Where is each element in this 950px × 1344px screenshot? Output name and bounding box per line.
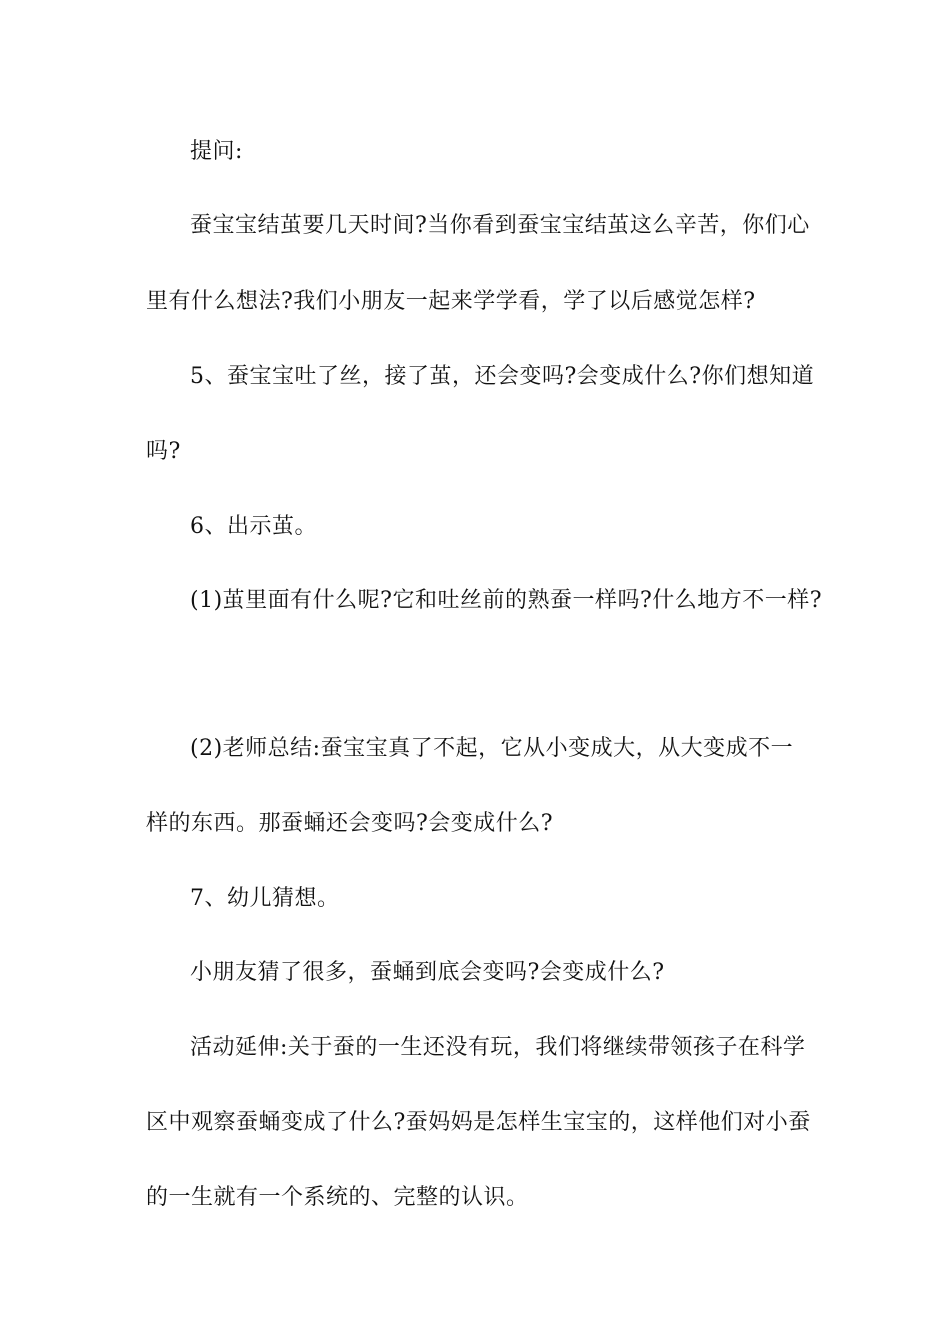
paragraph-line: 蚕宝宝结茧要几天时间?当你看到蚕宝宝结茧这么辛苦，你们心 [190, 213, 810, 238]
paragraph-line: 7、幼儿猜想。 [190, 886, 340, 911]
paragraph-line: 的一生就有一个系统的、完整的认识。 [146, 1185, 529, 1210]
paragraph-line: 吗? [146, 439, 181, 464]
paragraph-line: (2)老师总结:蚕宝宝真了不起，它从小变成大，从大变成不一 [190, 736, 794, 761]
paragraph-line: 小朋友猜了很多，蚕蛹到底会变吗?会变成什么? [190, 960, 665, 985]
paragraph-line: 活动延伸:关于蚕的一生还没有玩，我们将继续带领孩子在科学 [190, 1035, 806, 1060]
paragraph-line: 6、出示茧。 [190, 514, 317, 539]
paragraph-line: 区中观察蚕蛹变成了什么?蚕妈妈是怎样生宝宝的，这样他们对小蚕 [146, 1110, 811, 1135]
paragraph-line: (1)茧里面有什么呢?它和吐丝前的熟蚕一样吗?什么地方不一样? [190, 588, 823, 613]
paragraph-line: 样的东西。那蚕蛹还会变吗?会变成什么? [146, 811, 554, 836]
paragraph-line: 5、蚕宝宝吐了丝，接了茧，还会变吗?会变成什么?你们想知道 [190, 364, 815, 389]
paragraph-line: 提问: [190, 139, 243, 164]
paragraph-line: 里有什么想法?我们小朋友一起来学学看，学了以后感觉怎样? [146, 289, 756, 314]
